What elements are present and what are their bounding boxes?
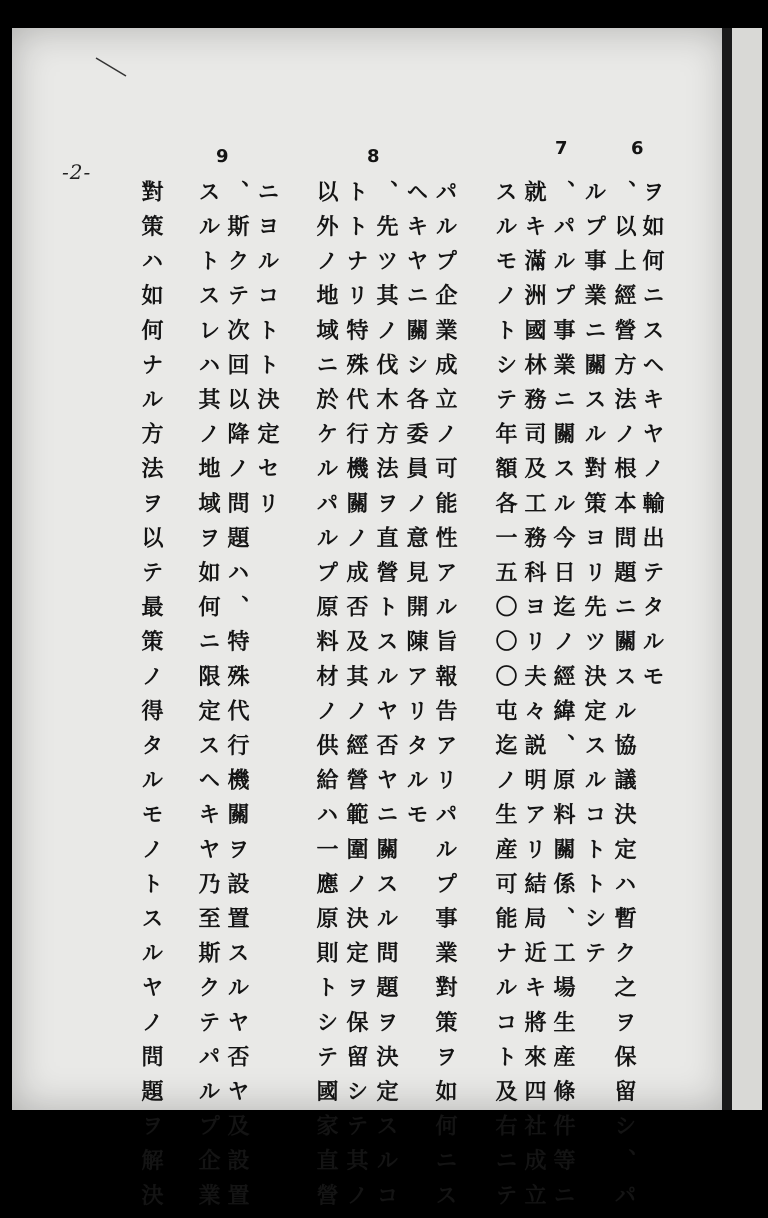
text-column: ニヨルコトト決定セリ <box>254 180 280 526</box>
item-number: 9 <box>216 146 229 167</box>
page-number: -2- <box>62 160 92 184</box>
text-column: パルプ企業成立ノ可能性アル旨報告アリパルプ事業對策ヲ如何ニス <box>432 180 458 1218</box>
text-column: 以外ノ地域ニ於ケルパルプ原料材ノ供給ハ一應原則トシテ國家直營 <box>313 180 339 1218</box>
item-number: 8 <box>367 146 380 167</box>
text-column: ヘキヤニ關シ各委員ノ意見開陳アリタルモ <box>403 180 429 838</box>
text-column: ルプ事業ニ關スル對策ヨリ先ツ決定スルコトトシテ <box>581 180 607 976</box>
text-column: 、先ツ其ノ伐木方法ヲ直營トスルヤ否ヤニ關スル問題ヲ決定スルコ <box>373 180 399 1218</box>
text-column: 、斯クテ次回以降ノ問題ハ、特殊代行機關ヲ設置スルヤ否ヤ及設置 <box>224 180 250 1218</box>
text-column: トトナリ特殊代行機關ノ成否及其ノ經營範圍ノ決定ヲ保留シテ其ノ <box>343 180 369 1218</box>
text-column: 對策ハ如何ナル方法ヲ以テ最策ノ得タルモノトスルヤノ問題ヲ解決 <box>138 180 164 1218</box>
text-column: スルモノトシテ年額各一五〇〇〇屯迄ノ生産可能ナルコト及右ニテ <box>492 180 518 1218</box>
item-number: 7 <box>555 138 568 159</box>
text-column: 、パルプ事業ニ關スル今日迄ノ經緯、原料關係、工場生産條件等ニ <box>550 180 576 1218</box>
text-column: ヲ如何ニスヘキヤノ輸出テタルモ <box>639 180 665 699</box>
page-binding-strip <box>722 28 732 1110</box>
text-column: スルトスレハ其ノ地域ヲ如何ニ限定スヘキヤ乃至斯クテパルプ企業 <box>195 180 221 1218</box>
adjacent-page-edge <box>732 28 762 1110</box>
pen-mark <box>92 52 132 82</box>
text-column: 就キ滿洲國林務司及工務科ヨリ夫々説明アリ結局近キ將來四社成立 <box>521 180 547 1218</box>
text-column: 、以上經營方法ノ根本問題ニ關スル協議決定ハ暫ク之ヲ保留シ、パ <box>611 180 637 1218</box>
item-number: 6 <box>631 138 644 159</box>
